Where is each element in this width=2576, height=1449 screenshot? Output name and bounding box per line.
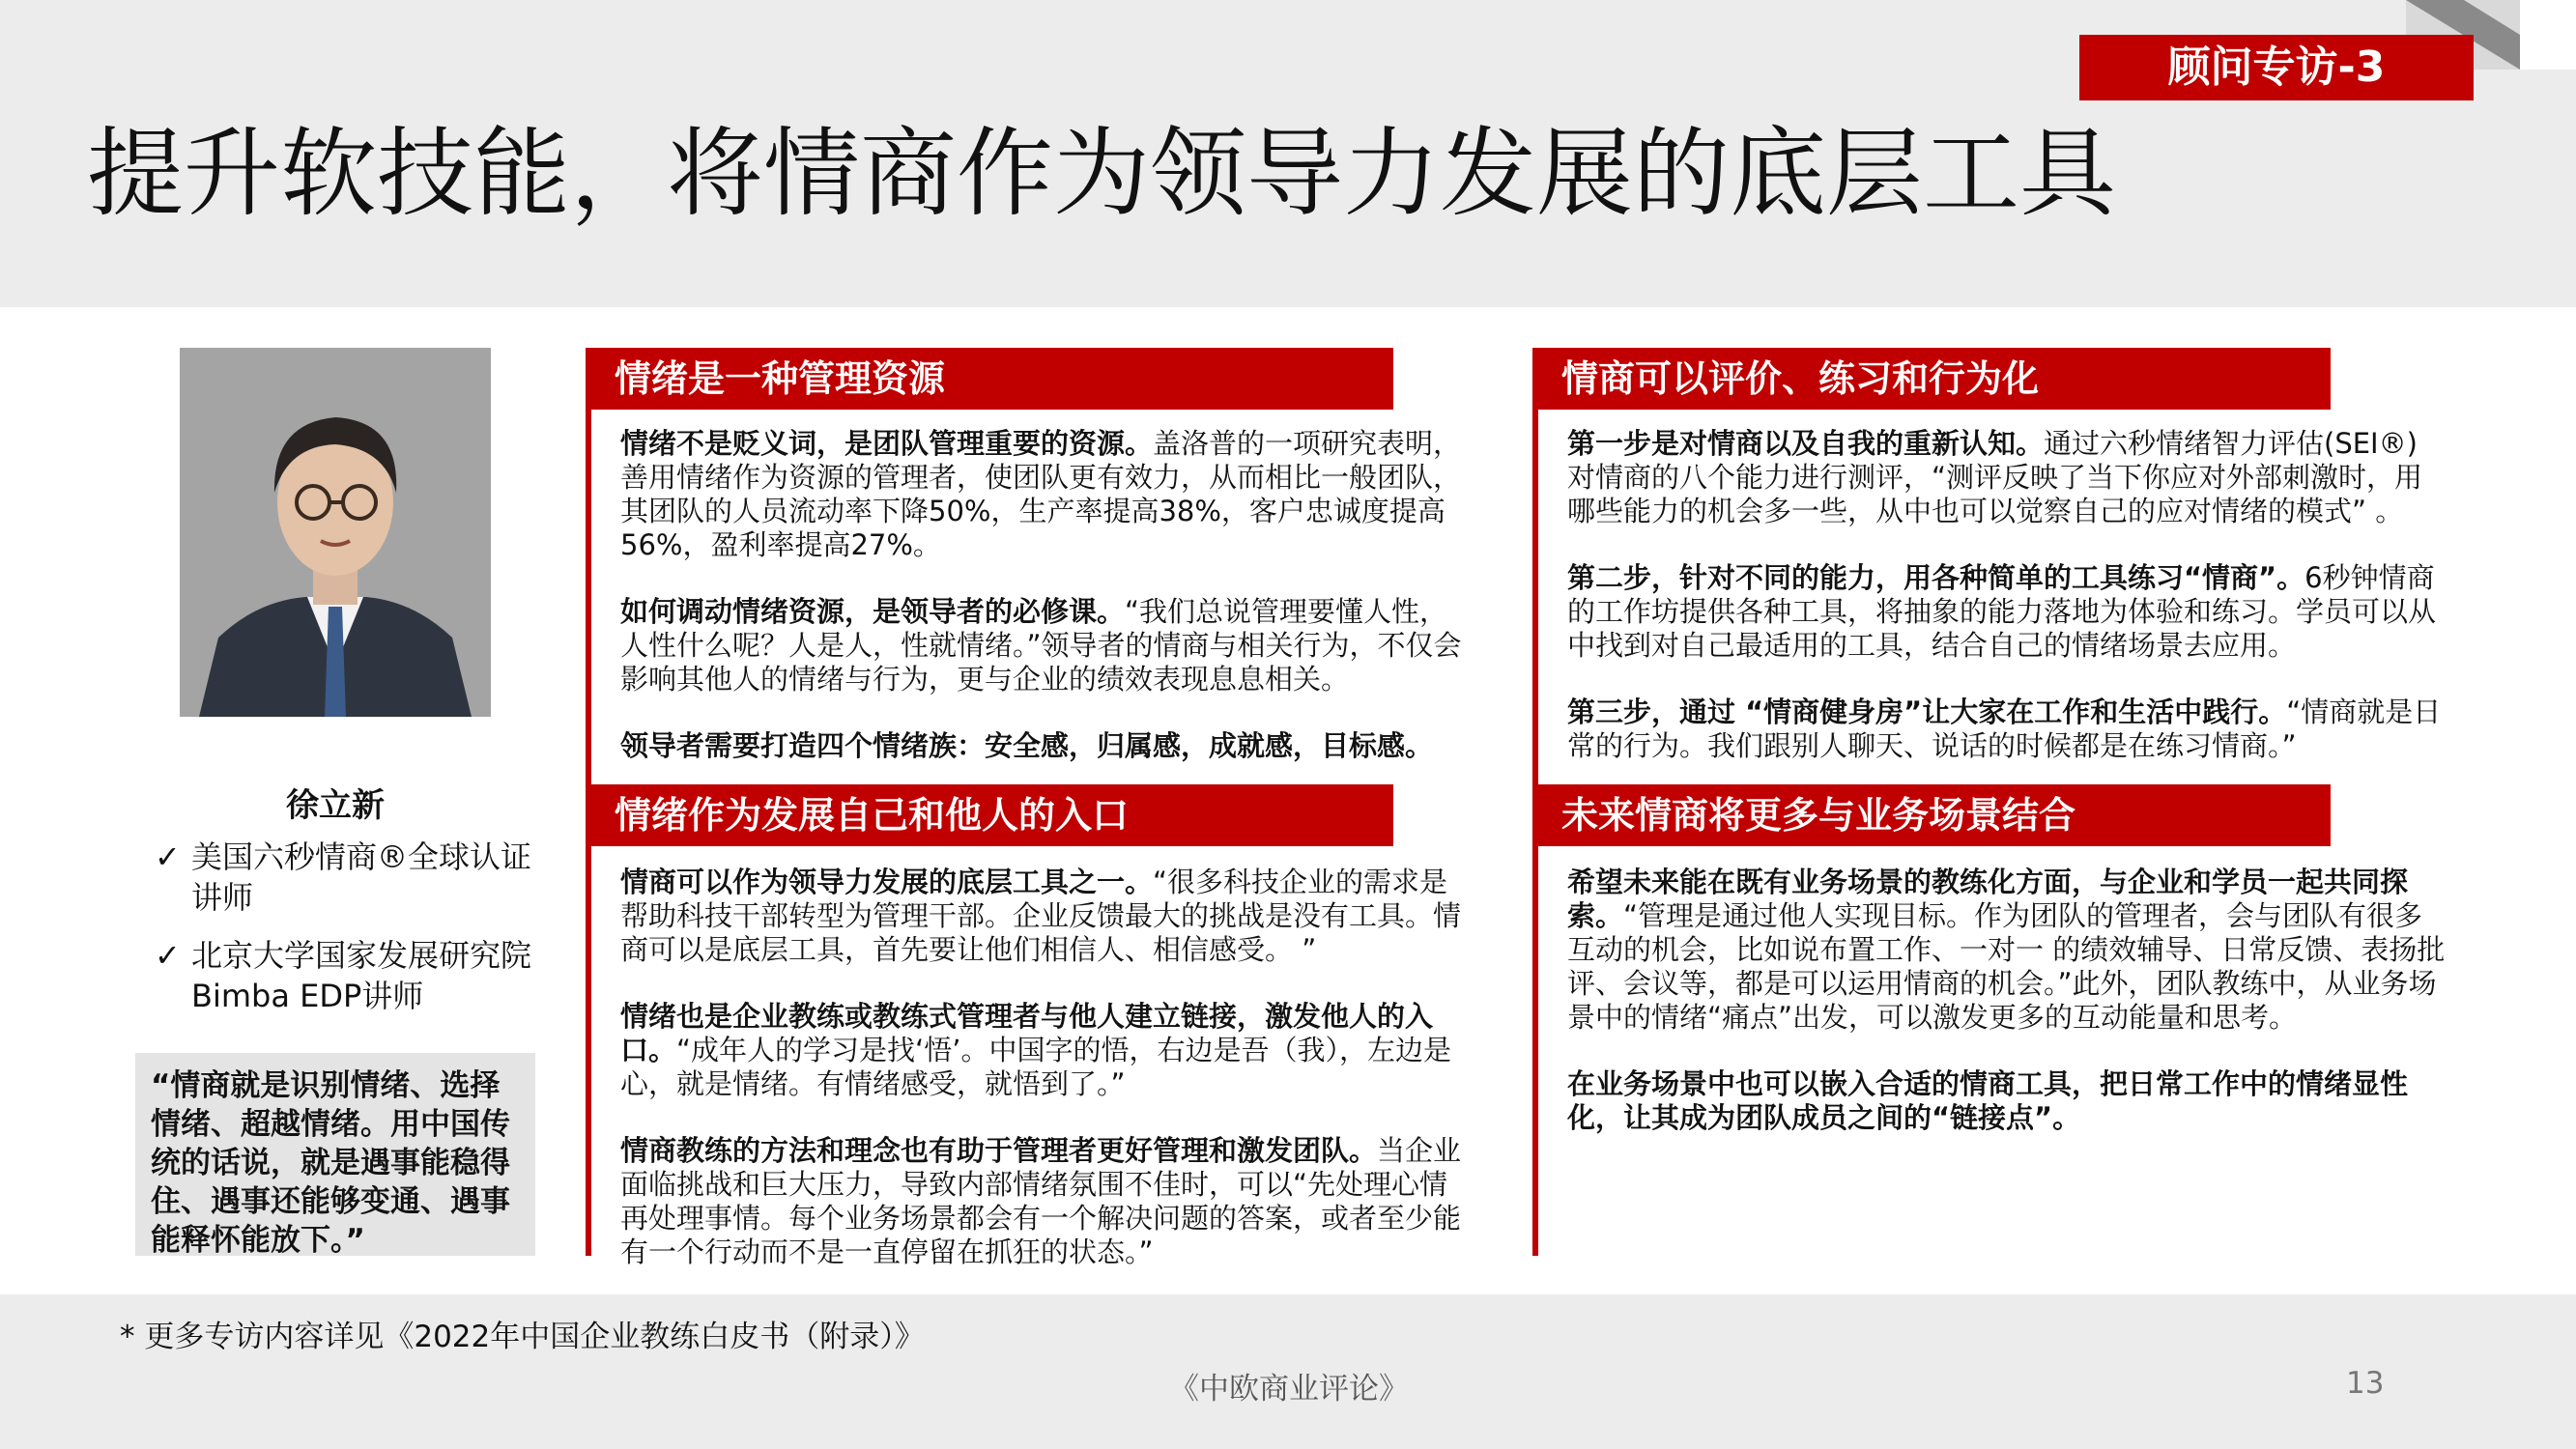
section-body	[1567, 427, 2447, 796]
paragraph: 情绪不是贬义词，是团队管理重要的资源。盖洛普的一项研究表明，善用情绪作为资源的管理者，使团队更有效力，从而相比一般团队，其团队的人员流动率下降50%，生产率提高38%，客户忠诚度提高56%，盈利率提高27%。	[620, 427, 1462, 561]
credential-item	[155, 935, 541, 1016]
source-label: 《中欧商业评论》	[1169, 1372, 1409, 1406]
paragraph: 领导者需要打造四个情绪族：安全感，归属感，成就感，目标感。	[620, 729, 1434, 762]
paragraph: 情商教练的方法和理念也有助于管理者更好管理和激发团队。当企业面临挑战和巨大压力，导致内部情绪氛围不佳时，可以“先处理心情再处理事情。每个业务场景都会有一个解决问题的答案，或者至少能有一个行动而不是一直停留在抓狂的状态。”	[620, 1134, 1462, 1268]
paragraph: 如何调动情绪资源，是领导者的必修课。“我们总说管理要懂人性，人性什么呢？人是人，性就情绪。”领导者的情商与相关行为，不仅会影响其他人的情绪与行为，更与企业的绩效表现息息相关。	[620, 595, 1462, 696]
right-content-column	[1532, 348, 2466, 1256]
paragraph: 情绪也是企业教练或教练式管理者与他人建立链接，激发他人的入口。“成年人的学习是找‘悟’。中国字的悟，右边是吾（我），左边是心，就是情绪。有情绪感受，就悟到了。”	[620, 1000, 1451, 1100]
page-title: 提升软技能，将情商作为领导力发展的底层工具	[87, 117, 2116, 230]
check-icon: ✓	[155, 937, 181, 974]
check-icon: ✓	[155, 838, 181, 875]
footnote: * 更多专访内容详见《2022年中国企业教练白皮书（附录）》	[120, 1320, 925, 1354]
section-header: 情商可以评价、练习和行为化	[1538, 348, 2331, 410]
section-body	[620, 427, 1471, 796]
left-content-column	[586, 348, 1490, 1268]
profile-quote: “情商就是识别情绪、选择情绪、超越情绪。用中国传统的话说，就是遇事能稳得住、遇事还能够变通、遇事能释怀能放下。”	[135, 1053, 535, 1256]
credential-text: 北京大学国家发展研究院Bimba EDP讲师	[191, 937, 532, 1014]
section-header: 情绪是一种管理资源	[591, 348, 1393, 410]
paragraph: 在业务场景中也可以嵌入合适的情商工具，把日常工作中的情绪显性化，让其成为团队成员之间的“链接点”。	[1567, 1067, 2409, 1134]
portrait-photo	[180, 348, 491, 717]
credential-text: 美国六秒情商®全球认证讲师	[191, 838, 532, 916]
credentials-list	[155, 837, 541, 1034]
section-body	[1567, 866, 2447, 1168]
paragraph: 情商可以作为领导力发展的底层工具之一。“很多科技企业的需求是帮助科技干部转型为管理干部。企业反馈最大的挑战是没有工具。情商可以是底层工具，首先要让他们相信人、相信感受。 ”	[620, 866, 1462, 966]
section-body	[620, 866, 1471, 1302]
profile-name: 徐立新	[286, 786, 385, 825]
portrait-illustration	[180, 348, 491, 717]
paragraph: 第一步是对情商以及自我的重新认知。通过六秒情绪智力评估(SEI®) 对情商的八个能力进行测评，“测评反映了当下你应对外部刺激时，用哪些能力的机会多一些，从中也可以觉察自己的应对情绪的模式” 。	[1567, 427, 2423, 527]
section-header: 未来情商将更多与业务场景结合	[1538, 784, 2331, 846]
section-header: 情绪作为发展自己和他人的入口	[591, 784, 1393, 846]
page-number: 13	[2346, 1366, 2385, 1401]
paragraph: 希望未来能在既有业务场景的教练化方面，与企业和学员一起共同探索。“管理是通过他人实现目标。作为团队的管理者，会与团队有很多互动的机会，比如说布置工作、一对一 的绩效辅导、日常反馈、表扬批评、会议等，都是可以运用情商的机会。”此外，团队教练中，从业务场景中的情绪“痛点”出发，可以激发更多的互动能量和思考。	[1567, 866, 2446, 1034]
credential-item	[155, 837, 541, 918]
paragraph: 第三步，通过 “情商健身房”让大家在工作和生活中践行。“情商就是日常的行为。我们跟别人聊天、说话的时候都是在练习情商。”	[1567, 696, 2442, 762]
section-tag: 顾问专访-3	[2079, 35, 2474, 100]
paragraph: 第二步，针对不同的能力，用各种简单的工具练习“情商”。6秒钟情商的工作坊提供各种工具，将抽象的能力落地为体验和练习。学员可以从中找到对自己最适用的工具，结合自己的情绪场景去应用。	[1567, 561, 2437, 662]
